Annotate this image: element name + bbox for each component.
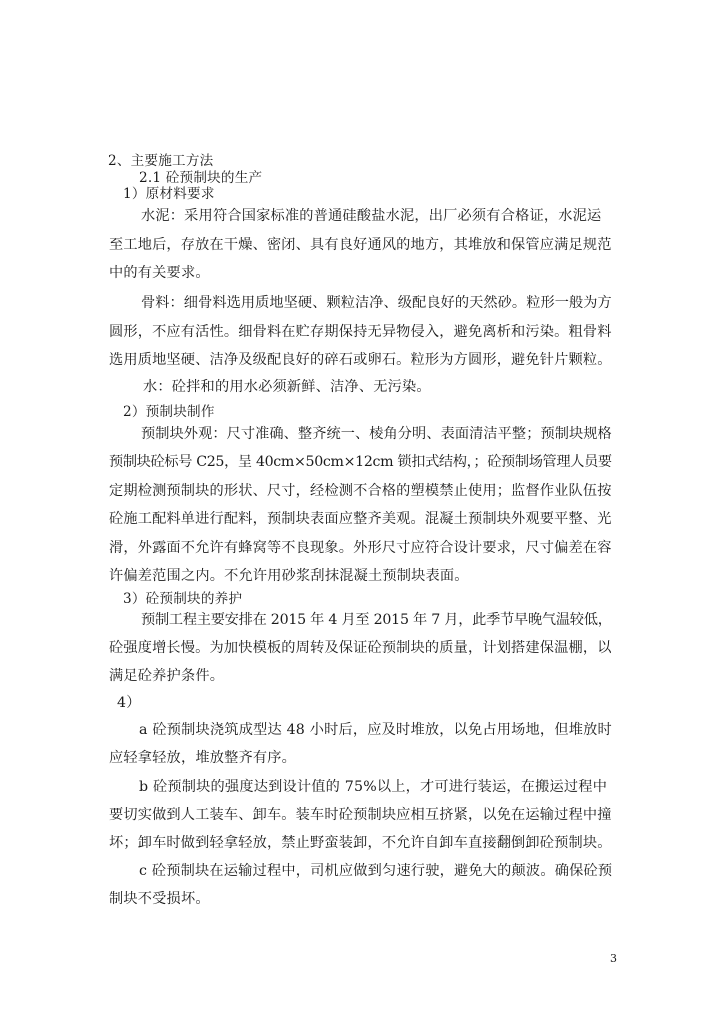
section-heading: 2、主要施工方法	[108, 153, 214, 169]
paragraph-line: 许偏差范围之内。不允许用砂浆刮抹混凝土预制块表面。	[109, 568, 469, 584]
item-heading-3: 3）砼预制块的养护	[123, 591, 243, 607]
paragraph-line: 预制块砼标号 C25，呈 40cm×50cm×12cm 锁扣式结构，；砼预制场管理人员要	[109, 454, 612, 470]
paragraph-line: 预制工程主要安排在 2015 年 4 月至 2015 年 7 月，此季节早晚气温较低，	[141, 612, 612, 628]
item-heading-1: 1）原材料要求	[123, 186, 215, 202]
paragraph-line: b 砼预制块的强度达到设计值的 75%以上，才可进行装运，在搬运过程中	[139, 779, 608, 795]
paragraph-line: 要切实做到人工装车、卸车。装车时砼预制块应相互挤紧，以免在运输过程中撞	[109, 807, 612, 823]
paragraph-line: 滑，外露面不允许有蜂窝等不良现象。外形尺寸应符合设计要求，尺寸偏差在容	[109, 540, 612, 556]
paragraph-line: 中的有关要求。	[109, 265, 210, 281]
paragraph-line: 满足砼养护条件。	[109, 668, 225, 684]
item-heading-4: 4）	[117, 695, 141, 711]
paragraph-line: a 砼预制块浇筑成型达 48 小时后，应及时堆放，以免占用场地，但堆放时	[139, 722, 612, 738]
paragraph-line: 坏；卸车时做到轻拿轻放，禁止野蛮装卸，不允许自卸车直接翻倒卸砼预制块。	[109, 835, 612, 851]
paragraph-line: 水：砼拌和的用水必须新鲜、洁净、无污染。	[143, 379, 431, 395]
item-heading-2: 2）预制块制作	[123, 404, 215, 420]
paragraph-line: 水泥：采用符合国家标准的普通硅酸盐水泥，出厂必须有合格证，水泥运	[141, 208, 602, 224]
paragraph-line: 骨料：细骨料选用质地坚硬、颗粒洁净、级配良好的天然砂。粒形一般为方	[141, 295, 612, 311]
paragraph-line: 预制块外观：尺寸准确、整齐统一、棱角分明、表面清洁平整；预制块规格	[141, 426, 612, 442]
page-number: 3	[610, 952, 617, 965]
paragraph-line: 制块不受损坏。	[109, 891, 210, 907]
paragraph-line: 圆形，不应有活性。细骨料在贮存期保持无异物侵入，避免离析和污染。粗骨料	[109, 324, 612, 340]
paragraph-line: 砼强度增长慢。为加快模板的周转及保证砼预制块的质量，计划搭建保温棚，以	[109, 640, 612, 656]
paragraph-line: 至工地后，存放在干燥、密闭、具有良好通风的地方，其堆放和保管应满足规范	[109, 237, 612, 253]
paragraph-line: 砼施工配料单进行配料，预制块表面应整齐美观。混凝土预制块外观要平整、光	[109, 511, 612, 527]
paragraph-line: c 砼预制块在运输过程中，司机应做到匀速行驶，避免大的颠波。确保砼预	[139, 863, 613, 879]
paragraph-line: 应轻拿轻放，堆放整齐有序。	[109, 750, 297, 766]
paragraph-line: 定期检测预制块的形状、尺寸，经检测不合格的塑模禁止使用；监督作业队伍按	[109, 483, 612, 499]
subsection-heading: 2.1 砼预制块的生产	[139, 170, 263, 186]
paragraph-line: 选用质地坚硬、洁净及级配良好的碎石或卵石。粒形为方圆形，避免针片颗粒。	[109, 352, 612, 368]
